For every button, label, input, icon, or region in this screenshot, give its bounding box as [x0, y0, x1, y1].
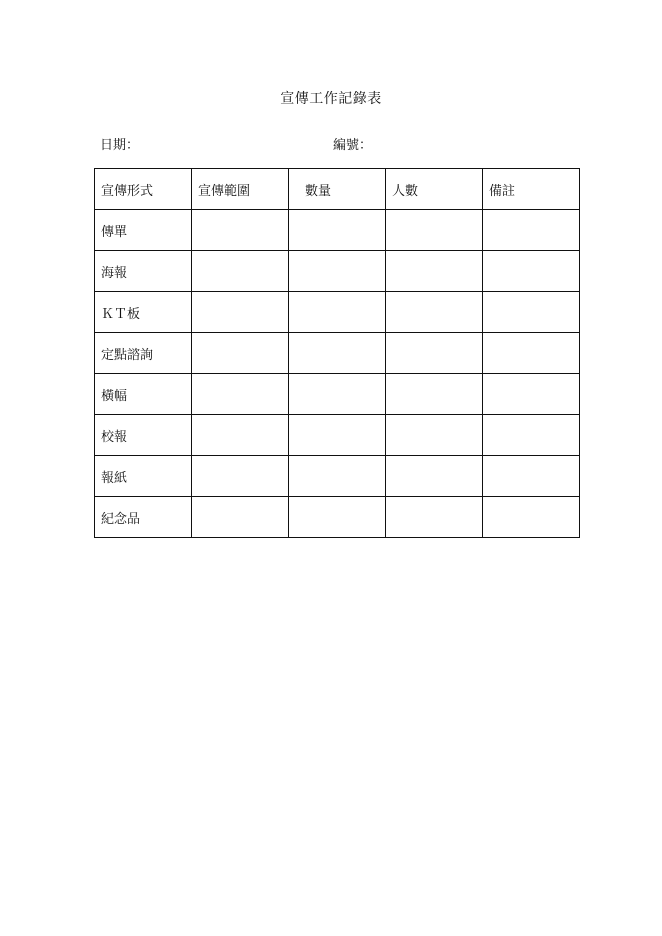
scope-cell	[192, 251, 289, 292]
header-notes: 備註	[483, 169, 580, 210]
page-title: 宣傳工作記錄表	[280, 91, 382, 107]
row-label: 橫幅	[95, 374, 192, 415]
date-label: 日期：	[100, 138, 140, 153]
quantity-cell	[289, 333, 386, 374]
quantity-cell	[289, 210, 386, 251]
quantity-cell	[289, 292, 386, 333]
people-cell	[386, 497, 483, 538]
row-label: 紀念品	[95, 497, 192, 538]
people-cell	[386, 415, 483, 456]
row-label: 報紙	[95, 456, 192, 497]
table-row	[95, 292, 580, 333]
row-label: 校報	[95, 415, 192, 456]
table-row	[95, 456, 580, 497]
scope-cell	[192, 415, 289, 456]
notes-cell	[483, 292, 580, 333]
table-row	[95, 415, 580, 456]
table-row	[95, 333, 580, 374]
notes-cell	[483, 333, 580, 374]
notes-cell	[483, 456, 580, 497]
table-row	[95, 497, 580, 538]
row-label: 傳單	[95, 210, 192, 251]
notes-cell	[483, 415, 580, 456]
quantity-cell	[289, 374, 386, 415]
notes-cell	[483, 374, 580, 415]
header-scope: 宣傳範圍	[192, 169, 289, 210]
notes-cell	[483, 251, 580, 292]
row-label: ＫＴ板	[95, 292, 192, 333]
people-cell	[386, 456, 483, 497]
row-label: 海報	[95, 251, 192, 292]
quantity-cell	[289, 497, 386, 538]
table-row	[95, 374, 580, 415]
people-cell	[386, 374, 483, 415]
header-quantity: 數量	[289, 169, 386, 210]
scope-cell	[192, 497, 289, 538]
scope-cell	[192, 333, 289, 374]
table-row	[95, 210, 580, 251]
quantity-cell	[289, 251, 386, 292]
header-people: 人數	[386, 169, 483, 210]
people-cell	[386, 210, 483, 251]
people-cell	[386, 292, 483, 333]
number-label: 編號：	[333, 138, 373, 153]
header-format: 宣傳形式	[95, 169, 192, 210]
table-header-row	[95, 169, 580, 210]
scope-cell	[192, 292, 289, 333]
people-cell	[386, 333, 483, 374]
scope-cell	[192, 456, 289, 497]
scope-cell	[192, 210, 289, 251]
notes-cell	[483, 497, 580, 538]
quantity-cell	[289, 415, 386, 456]
row-label: 定點諮詢	[95, 333, 192, 374]
table-row	[95, 251, 580, 292]
scope-cell	[192, 374, 289, 415]
quantity-cell	[289, 456, 386, 497]
people-cell	[386, 251, 483, 292]
record-table	[94, 168, 580, 538]
notes-cell	[483, 210, 580, 251]
